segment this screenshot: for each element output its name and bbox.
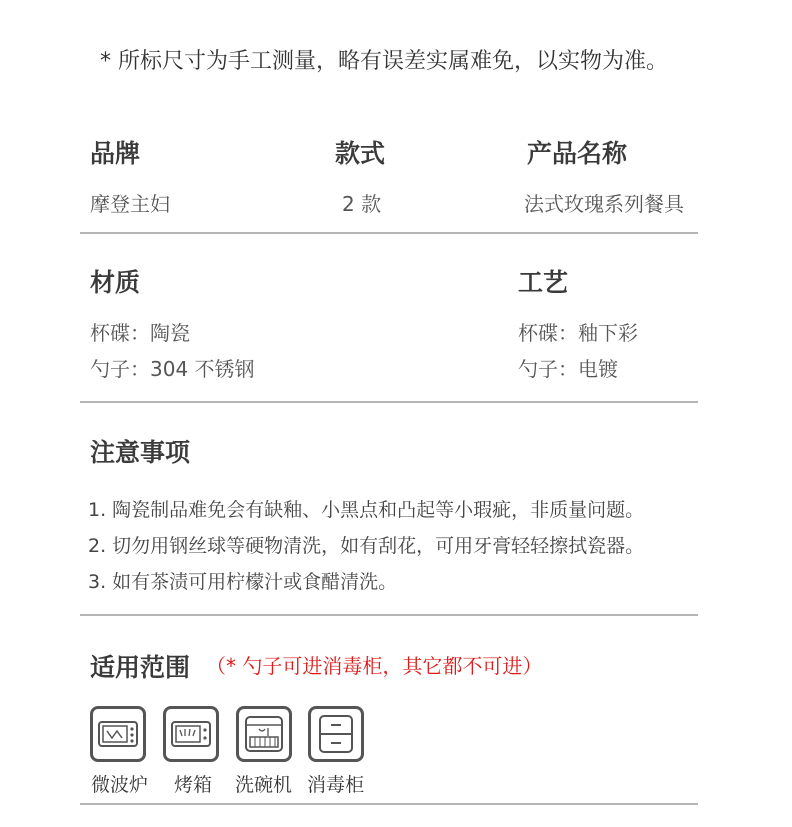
microwave-label: 微波炉	[91, 774, 149, 796]
material-line-spoon: 勺子：304 不锈钢	[90, 357, 255, 381]
oven-icon	[163, 706, 219, 762]
brand-value: 摩登主妇	[90, 192, 170, 216]
cautions-heading: 注意事项	[90, 438, 191, 467]
product-name-heading: 产品名称	[527, 139, 628, 168]
dishwasher-label: 洗碗机	[235, 774, 293, 796]
divider	[80, 232, 698, 234]
product-name-value: 法式玫瑰系列餐具	[524, 192, 684, 216]
sterilizer-cabinet-label: 消毒柜	[307, 774, 365, 796]
scope-note: （* 勺子可进消毒柜，其它都不可进）	[206, 654, 543, 678]
craft-line-spoon: 勺子：电镀	[518, 357, 618, 381]
scope-heading: 适用范围	[90, 653, 191, 682]
craft-line-cup: 杯碟：釉下彩	[518, 321, 638, 345]
microwave-icon	[90, 706, 146, 762]
divider	[80, 614, 698, 616]
sterilizer-cabinet-icon	[308, 706, 364, 762]
brand-heading: 品牌	[90, 139, 141, 168]
divider	[80, 401, 698, 403]
style-value: 2 款	[342, 192, 382, 216]
divider	[80, 803, 698, 805]
dishwasher-icon	[236, 706, 292, 762]
caution-item: 3. 如有茶渍可用柠檬汁或食醋清洗。	[88, 571, 398, 593]
oven-label: 烤箱	[174, 774, 213, 796]
material-line-cup: 杯碟：陶瓷	[90, 321, 190, 345]
craft-heading: 工艺	[518, 268, 569, 297]
material-heading: 材质	[90, 268, 141, 297]
measurement-disclaimer: * 所标尺寸为手工测量，略有误差实属难免，以实物为准。	[100, 49, 668, 74]
caution-item: 2. 切勿用钢丝球等硬物清洗，如有刮花，可用牙膏轻轻擦拭瓷器。	[88, 535, 645, 557]
style-heading: 款式	[335, 139, 386, 168]
caution-item: 1. 陶瓷制品难免会有缺釉、小黑点和凸起等小瑕疵，非质量问题。	[88, 499, 645, 521]
